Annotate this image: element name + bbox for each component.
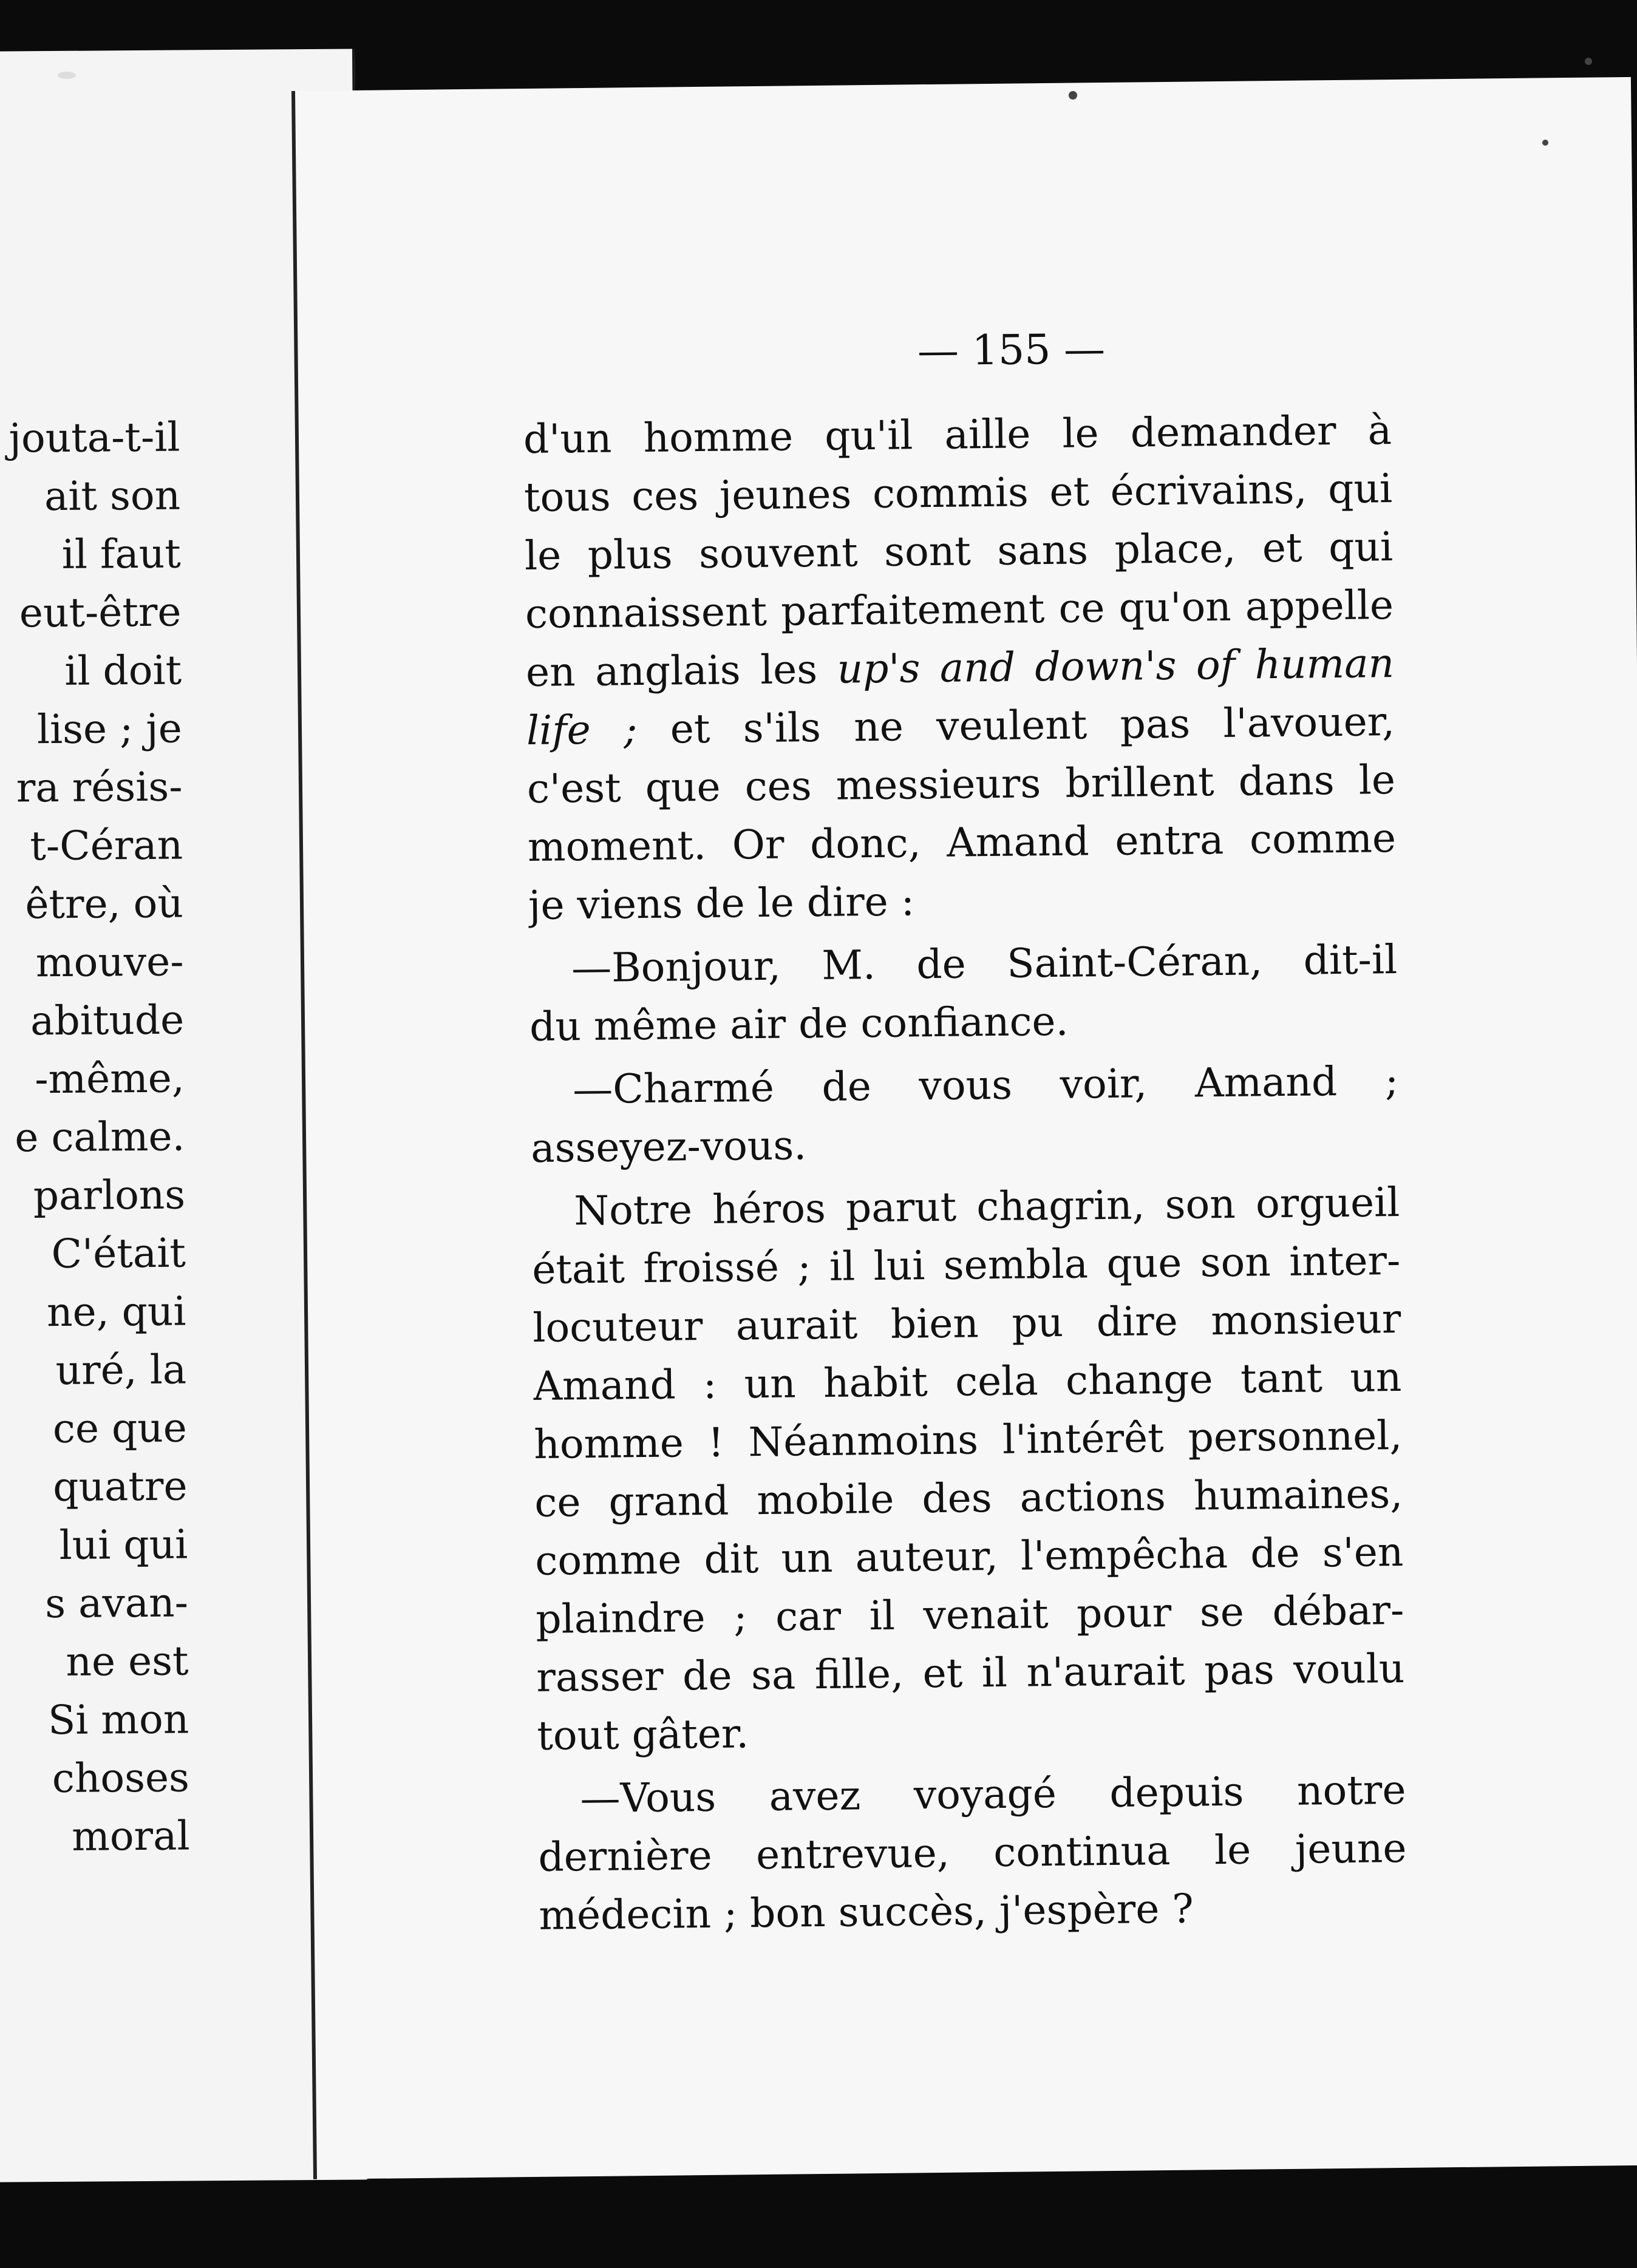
scan-speck <box>1069 91 1077 100</box>
current-page <box>291 77 1637 2179</box>
text-line: je viens de le dire : <box>528 878 915 929</box>
text-line: connaissent parfaitement ce qu'on appelle <box>525 582 1394 638</box>
text-line: ait son <box>44 472 181 520</box>
text-line: moral <box>71 1812 190 1860</box>
text-line: e calme. <box>15 1113 185 1161</box>
text-line: c'est que ces messieurs brillent dans le <box>526 756 1396 812</box>
text-line: tout gâter. <box>536 1710 749 1759</box>
text-line: ce que <box>52 1404 188 1453</box>
text-line: -même, <box>34 1054 185 1103</box>
text-line: eut-être <box>19 588 182 637</box>
text-line: ne, qui <box>46 1288 186 1336</box>
page-number: — 155 — <box>917 325 1106 376</box>
page-body-text <box>523 401 1407 1945</box>
text-line: quatre <box>52 1462 188 1511</box>
text-line: moment. Or donc, Amand entra comme <box>527 815 1397 871</box>
previous-page-text <box>0 409 190 1867</box>
text-line: Si mon <box>47 1696 189 1744</box>
text-line: il faut <box>61 530 182 578</box>
text-line: il doit <box>64 647 182 694</box>
text-line: lise ; je <box>36 705 183 753</box>
text-line: ne est <box>66 1637 189 1685</box>
text-line: ce grand mobile des actions humaines, <box>534 1470 1403 1526</box>
text-line: uré, la <box>55 1346 187 1394</box>
text-line: mouve- <box>35 938 184 986</box>
text-line: —Bonjour, M. de Saint-Céran, dit-il <box>571 936 1398 992</box>
text-line: C'était <box>51 1229 186 1278</box>
text-line: rasser de sa fille, et il n'aurait pas voulu <box>536 1645 1405 1701</box>
text-line: lui qui <box>59 1521 188 1569</box>
scan-speck <box>1542 140 1548 146</box>
italic-phrase: up's and down's of human <box>837 640 1395 693</box>
text-line: tous ces jeunes commis et écrivains, qui <box>523 465 1393 521</box>
text-line: asseyez-vous. <box>530 1122 807 1172</box>
text-line: Amand : un habit cela change tant un <box>533 1353 1402 1410</box>
text-line: choses <box>52 1754 190 1802</box>
text-line <box>526 693 1395 760</box>
text-segment: et s'ils ne veulent pas l'avouer, <box>636 698 1395 753</box>
text-segment: en anglais les <box>525 645 838 696</box>
text-line: s avan- <box>44 1579 189 1628</box>
text-line <box>526 634 1395 702</box>
text-line: parlons <box>33 1171 186 1220</box>
text-line: —Vous avez voyagé depuis notre <box>580 1766 1406 1822</box>
text-line: médecin ; bon succès, j'espère ? <box>539 1885 1194 1939</box>
text-line: jouta-t-il <box>9 413 180 462</box>
italic-phrase: life ; <box>526 706 638 755</box>
text-line: être, où <box>25 880 184 928</box>
text-line: locuteur aurait bien pu dire monsieur <box>532 1295 1401 1351</box>
text-line: t-Céran <box>30 821 183 870</box>
text-line: d'un homme qu'il aille le demander à <box>523 407 1392 463</box>
text-line: comme dit un auteur, l'empêcha de s'en <box>534 1528 1404 1584</box>
text-line: du même air de confiance. <box>529 997 1069 1050</box>
text-line: ra résis- <box>16 763 183 812</box>
text-line: le plus souvent sont sans place, et qui <box>524 523 1394 580</box>
text-line: plaindre ; car il venait pour se débar- <box>535 1586 1404 1643</box>
text-line: dernière entrevue, continua le jeune <box>538 1824 1407 1881</box>
scan-speck <box>58 72 76 79</box>
text-line: était froissé ; il lui sembla que son inter- <box>531 1237 1401 1293</box>
text-line: abitude <box>30 996 185 1045</box>
text-line: homme ! Néanmoins l'intérêt personnel, <box>533 1411 1403 1468</box>
scan-speck <box>1585 58 1592 65</box>
text-line: —Charmé de vous voir, Amand ; <box>572 1057 1399 1113</box>
text-line: Notre héros parut chagrin, son orgueil <box>573 1178 1400 1235</box>
